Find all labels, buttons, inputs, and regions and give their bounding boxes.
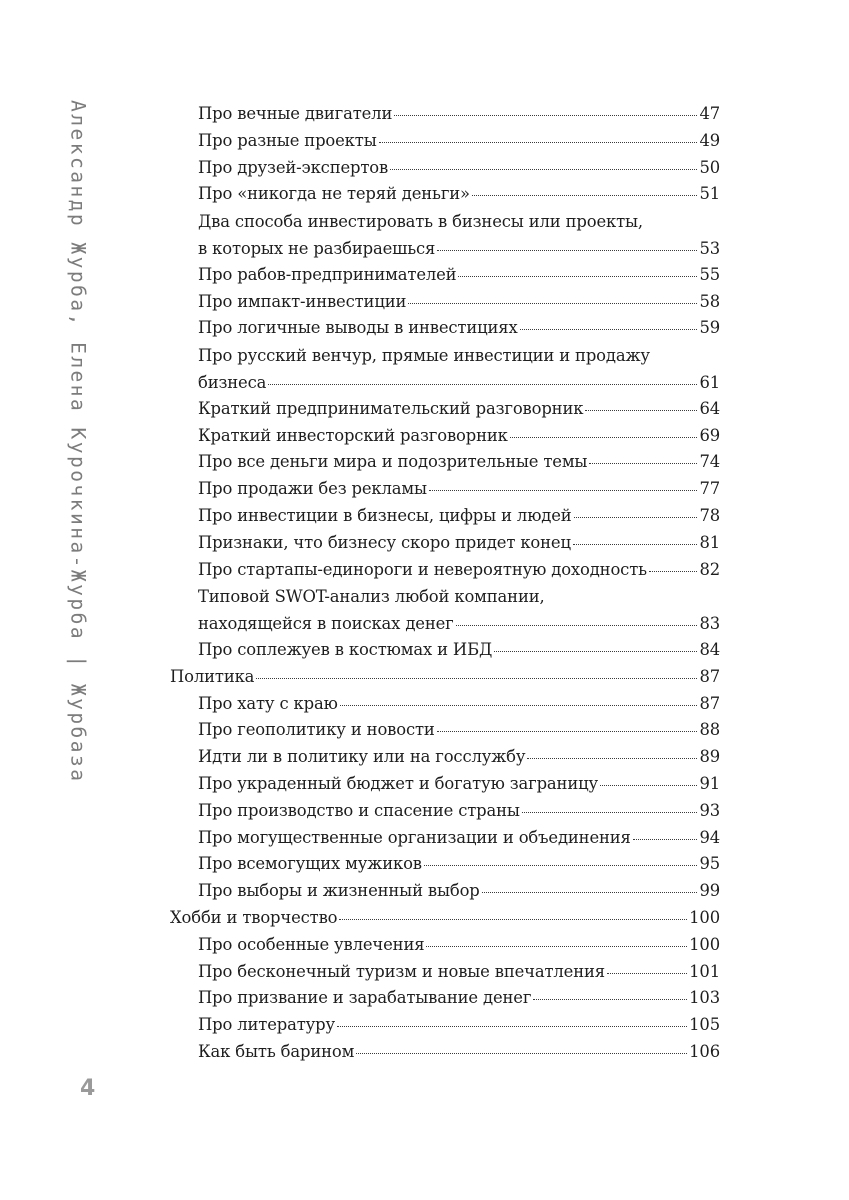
toc-entry[interactable] <box>198 826 720 850</box>
toc-entry-title: Про инвестиции в бизнесы, цифры и людей <box>198 506 572 525</box>
toc-entry[interactable] <box>198 933 720 957</box>
toc-entry-page-number: 84 <box>699 640 720 659</box>
dot-leader <box>607 960 687 976</box>
toc-entry-title: Про импакт-инвестиции <box>198 291 407 311</box>
toc-entry[interactable] <box>198 558 720 582</box>
toc-entry[interactable] <box>198 986 720 1010</box>
dot-leader <box>424 853 698 869</box>
dot-leader <box>456 613 698 629</box>
dot-leader <box>472 183 698 199</box>
running-header-authors: Александр Журба, Елена Курочкина-Журба | Журбаза <box>66 100 90 784</box>
toc-entry-page-number: 77 <box>699 479 720 499</box>
toc-entry[interactable] <box>198 477 720 501</box>
dot-leader <box>522 799 698 815</box>
dot-leader <box>589 451 697 467</box>
toc-entry-title: Краткий предпринимательский разговорник <box>198 398 584 418</box>
toc-entry-title: бизнеса <box>198 372 267 392</box>
toc-entry[interactable] <box>198 209 720 263</box>
dot-leader <box>268 372 697 388</box>
dot-leader <box>356 1041 687 1057</box>
toc-entry-title: Про бесконечный туризм и новые впечатления <box>198 961 605 981</box>
dot-leader <box>437 238 697 254</box>
dot-leader <box>494 639 697 655</box>
toc-entry[interactable] <box>198 1013 720 1037</box>
toc-entry[interactable] <box>198 531 720 555</box>
toc-entry-page-number: 55 <box>699 264 720 284</box>
toc-entry[interactable] <box>198 960 720 984</box>
dot-leader <box>379 129 698 145</box>
toc-entry-page-number: 87 <box>699 666 720 686</box>
toc-entry-title-line1: Про русский венчур, прямые инвестиции и продажу <box>198 346 650 366</box>
toc-entry[interactable] <box>198 852 720 876</box>
toc-entry-title: Про все деньги мира и подозрительные темы <box>198 452 588 472</box>
dot-leader <box>390 156 697 172</box>
toc-entry-page-number: 51 <box>699 184 720 204</box>
toc-entry-title: Про геополитику и новости <box>198 720 435 740</box>
toc-entry-title: Политика <box>170 666 255 686</box>
toc-entry[interactable] <box>198 879 720 903</box>
toc-entry-title: Про хату с краю <box>198 693 338 713</box>
toc-entry[interactable] <box>198 156 720 180</box>
dot-leader <box>585 397 697 413</box>
toc-entry-page-number: 74 <box>699 452 720 472</box>
toc-entry[interactable] <box>198 504 720 528</box>
toc-entry-title: Про всемогущих мужиков <box>198 854 422 874</box>
toc-entry-title: Признаки, что бизнесу скоро придет конец <box>198 532 571 552</box>
toc-entry-page-number: 95 <box>699 854 720 874</box>
toc-entry[interactable] <box>198 772 720 796</box>
toc-entry-page-number: 81 <box>699 532 720 552</box>
toc-entry-title: находящейся в поисках денег <box>198 614 454 634</box>
toc-entry-title: в которых не разбираешься <box>198 238 436 258</box>
toc-entry-page-number: 83 <box>699 614 720 634</box>
toc-entry-page-number: 88 <box>699 720 720 740</box>
toc-entry-page-number: 89 <box>699 747 720 767</box>
toc-entry-page-number: 106 <box>689 1042 720 1061</box>
toc-entry-page-number: 100 <box>689 934 720 954</box>
toc-entry-title: Про призвание и зарабатывание денег <box>198 988 532 1008</box>
dot-leader <box>573 531 698 547</box>
toc-entry-page-number: 103 <box>689 988 720 1008</box>
toc-entry-title: Хобби и творчество <box>170 908 338 927</box>
dot-leader <box>633 826 698 842</box>
toc-entry-title: Про друзей-экспертов <box>198 157 389 177</box>
toc-entry-page-number: 99 <box>699 881 720 901</box>
toc-entry-title: Про украденный бюджет и богатую заграницу <box>198 774 598 793</box>
toc-entry-title: Про «никогда не теряй деньги» <box>198 184 470 204</box>
toc-entry-title: Про особенные увлечения <box>198 934 425 954</box>
toc-entry-title: Про выборы и жизненный выбор <box>198 881 480 901</box>
toc-entry[interactable] <box>198 424 720 448</box>
toc-entry[interactable] <box>198 1040 720 1064</box>
toc-entry-page-number: 93 <box>699 800 720 820</box>
toc-entry-title: Про могущественные организации и объединения <box>198 827 631 847</box>
dot-leader <box>429 478 698 494</box>
toc-entry-page-number: 78 <box>699 506 720 525</box>
dot-leader <box>527 746 697 762</box>
toc-entry-page-number: 47 <box>699 104 720 123</box>
toc-entry[interactable] <box>198 692 720 716</box>
toc-entry-page-number: 49 <box>699 130 720 150</box>
toc-entry-title: Про логичные выводы в инвестициях <box>198 318 518 338</box>
dot-leader <box>426 933 687 949</box>
toc-entry-page-number: 105 <box>689 1015 720 1035</box>
toc-entry-page-number: 82 <box>699 559 720 579</box>
toc-entry-page-number: 50 <box>699 157 720 177</box>
toc-entry[interactable] <box>198 745 720 769</box>
toc-entry-title-line1: Типовой SWOT-анализ любой компании, <box>198 587 545 607</box>
toc-entry[interactable] <box>198 343 720 397</box>
toc-entry-page-number: 53 <box>699 238 720 258</box>
toc-entry[interactable] <box>198 584 720 638</box>
toc-entry[interactable] <box>170 665 720 689</box>
toc-entry-page-number: 69 <box>699 425 720 445</box>
toc-entry-title: Про вечные двигатели <box>198 104 393 123</box>
toc-entry[interactable] <box>198 316 720 340</box>
toc-entry-page-number: 64 <box>699 398 720 418</box>
dot-leader <box>520 317 698 333</box>
toc-entry-page-number: 101 <box>689 961 720 981</box>
toc-entry-page-number: 87 <box>699 693 720 713</box>
dot-leader <box>340 692 698 708</box>
toc-entry-page-number: 100 <box>689 908 720 927</box>
dot-leader <box>408 290 697 306</box>
dot-leader <box>339 907 687 923</box>
toc-entry[interactable] <box>198 102 720 126</box>
dot-leader <box>458 263 697 279</box>
toc-entry-page-number: 94 <box>699 827 720 847</box>
toc-entry[interactable] <box>198 182 720 206</box>
toc-entry[interactable] <box>198 799 720 823</box>
toc-entry-title: Краткий инвесторский разговорник <box>198 425 508 445</box>
toc-entry-title: Про рабов-предпринимателей <box>198 264 457 284</box>
dot-leader <box>256 665 697 681</box>
toc-entry-page-number: 58 <box>699 291 720 311</box>
toc-entry[interactable] <box>170 906 720 930</box>
toc-entry-title: Про соплежуев в костюмах и ИБД <box>198 640 493 659</box>
dot-leader <box>649 558 698 574</box>
toc-entry-page-number: 59 <box>699 318 720 338</box>
toc-entry-title: Про продажи без рекламы <box>198 479 427 499</box>
toc-entry-page-number: 61 <box>699 372 720 392</box>
toc-entry-title-line1: Два способа инвестировать в бизнесы или проекты, <box>198 212 643 232</box>
dot-leader <box>600 773 697 789</box>
toc-entry-page-number: 91 <box>699 774 720 793</box>
toc-entry[interactable] <box>198 450 720 474</box>
toc-entry-title: Про литературу <box>198 1015 335 1035</box>
toc-entry-title: Про разные проекты <box>198 130 377 150</box>
dot-leader <box>510 424 698 440</box>
page-number: 4 <box>80 1076 96 1101</box>
dot-leader <box>533 987 687 1003</box>
toc-entry-title: Про стартапы-единороги и невероятную доходность <box>198 559 647 579</box>
toc-entry-title: Как быть барином <box>198 1042 355 1061</box>
toc-entry[interactable] <box>198 718 720 742</box>
dot-leader <box>574 505 698 521</box>
toc-entry[interactable] <box>198 263 720 287</box>
dot-leader <box>437 719 698 735</box>
dot-leader <box>394 103 697 119</box>
dot-leader <box>482 880 698 896</box>
toc-entry[interactable] <box>198 290 720 314</box>
toc-entry[interactable] <box>198 638 720 662</box>
toc-entry[interactable] <box>198 397 720 421</box>
dot-leader <box>337 1014 687 1030</box>
toc-entry-title: Идти ли в политику или на госслужбу <box>198 747 526 767</box>
toc-entry-title: Про производство и спасение страны <box>198 800 520 820</box>
toc-entry[interactable] <box>198 129 720 153</box>
